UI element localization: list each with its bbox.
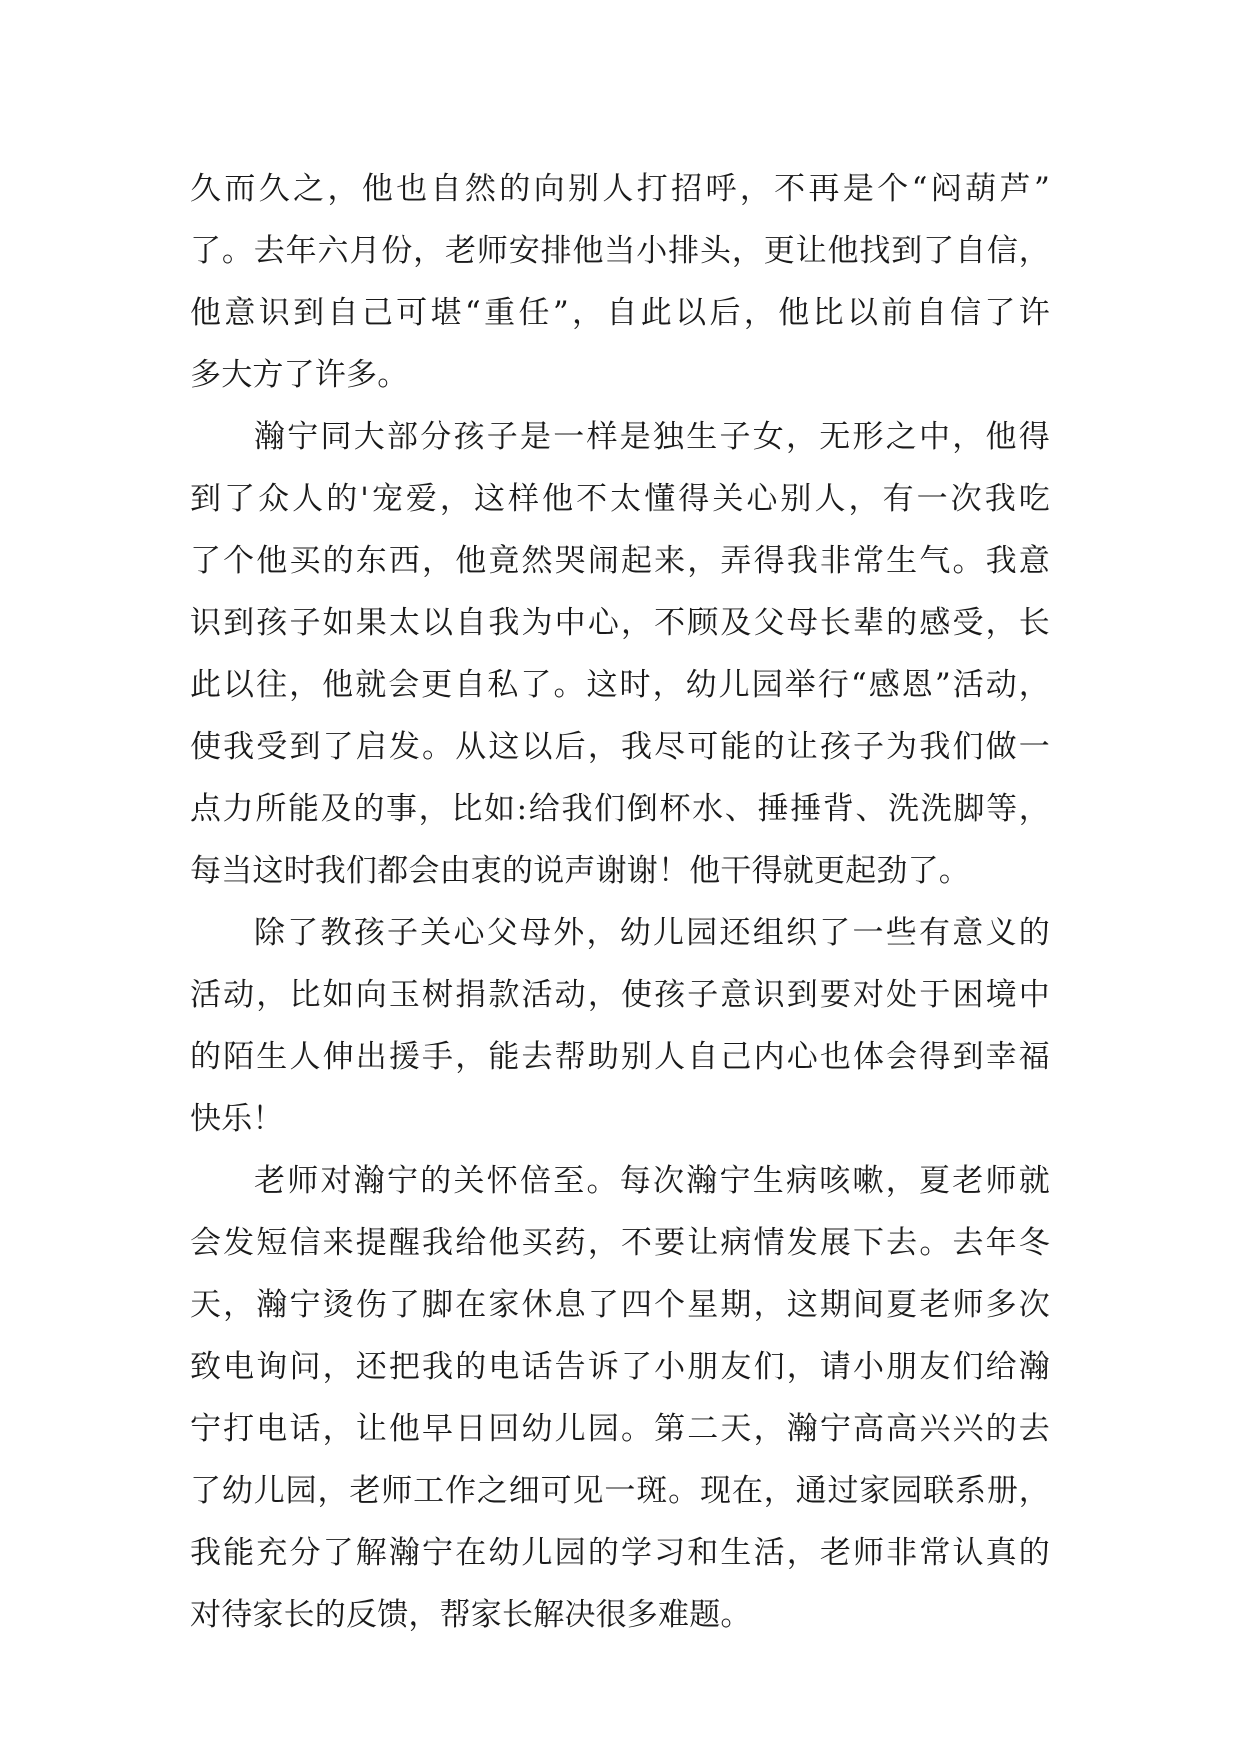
document-body-text [190,158,1050,1646]
text-line: 老师对瀚宁的关怀倍至。每次瀚宁生病咳嗽，夏老师就 [254,1163,1050,1199]
text-line: 此以往，他就会更自私了。这时，幼儿园举行“感恩”活动， [190,667,1050,703]
text-line: 致电询问，还把我的电话告诉了小朋友们，请小朋友们给瀚 [190,1349,1050,1385]
text-line: 了个他买的东西，他竟然哭闹起来，弄得我非常生气。我意 [190,543,1050,579]
text-line: 会发短信来提醒我给他买药，不要让病情发展下去。去年冬 [190,1225,1050,1261]
text-line: 宁打电话，让他早日回幼儿园。第二天，瀚宁高高兴兴的去 [190,1411,1050,1447]
text-line: 使我受到了启发。从这以后，我尽可能的让孩子为我们做一 [190,729,1050,765]
text-line: 识到孩子如果太以自我为中心，不顾及父母长辈的感受，长 [190,605,1050,641]
text-line: 他意识到自己可堪“重任”，自此以后，他比以前自信了许 [190,295,1050,331]
text-line: 对待家长的反馈，帮家长解决很多难题。 [190,1597,752,1633]
text-line: 了。去年六月份，老师安排他当小排头，更让他找到了自信， [190,233,1050,269]
text-line: 快乐！ [190,1101,284,1137]
text-line: 久而久之，他也自然的向别人打招呼，不再是个“闷葫芦” [190,171,1050,207]
text-line: 每当这时我们都会由衷的说声谢谢！他干得就更起劲了。 [190,853,970,889]
text-line: 了幼儿园，老师工作之细可见一斑。现在，通过家园联系册， [190,1473,1050,1509]
text-line: 多大方了许多。 [190,357,409,393]
text-line: 点力所能及的事，比如:给我们倒杯水、捶捶背、洗洗脚等， [190,791,1050,827]
text-line: 天，瀚宁烫伤了脚在家休息了四个星期，这期间夏老师多次 [190,1287,1050,1323]
text-line: 我能充分了解瀚宁在幼儿园的学习和生活，老师非常认真的 [190,1535,1050,1571]
text-line: 活动，比如向玉树捐款活动，使孩子意识到要对处于困境中 [190,977,1050,1013]
text-line: 的陌生人伸出援手，能去帮助别人自己内心也体会得到幸福 [190,1039,1050,1075]
text-line: 到了众人的'宠爱，这样他不太懂得关心别人，有一次我吃 [190,481,1050,517]
text-line: 瀚宁同大部分孩子是一样是独生子女，无形之中，他得 [254,419,1050,455]
text-line: 除了教孩子关心父母外，幼儿园还组织了一些有意义的 [254,915,1050,951]
